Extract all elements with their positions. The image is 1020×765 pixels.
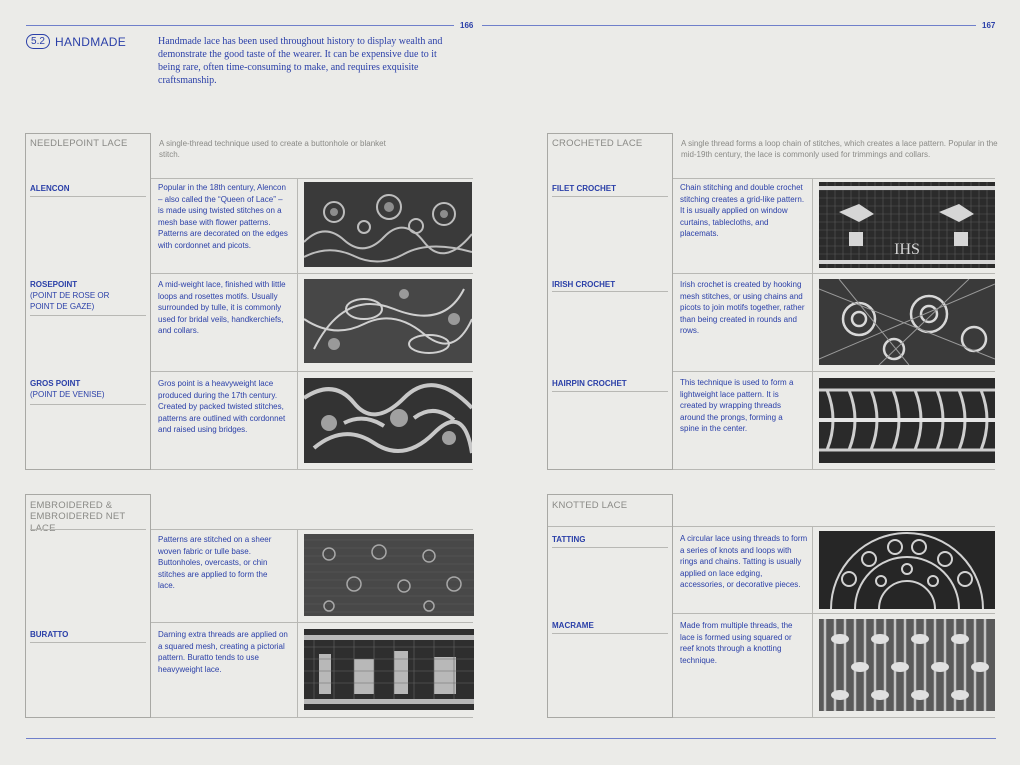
needlepoint-bottom-rule: [151, 469, 473, 470]
macrame-description: Made from multiple threads, the lace is formed using squared or reef knots through a knotting technique.: [680, 621, 793, 665]
embroidered-lace-image: [304, 534, 474, 616]
filet-monogram: IHS: [894, 241, 920, 258]
crocheted-top-rule: [673, 178, 995, 179]
needlepoint-top-rule: [151, 178, 473, 179]
footer-rule: [26, 738, 996, 739]
irish-crochet-term: IRISH CROCHET: [552, 280, 616, 289]
hairpin-crochet-description: This technique is used to form a lightweight lace pattern. It is created by wrapping threads around the prongs, forming a spine in the center.: [680, 378, 794, 433]
section-number-badge: 5.2: [26, 34, 50, 49]
buratto-lace-image: [304, 629, 474, 710]
tatting-term: TATTING: [552, 535, 586, 544]
knotted-title: KNOTTED LACE: [552, 500, 628, 511]
buratto-term: BURATTO: [30, 630, 69, 639]
section-title: HANDMADE: [55, 35, 127, 49]
rosepoint-subtitle: (POINT DE ROSE OR POINT DE GAZE): [30, 291, 110, 311]
knotted-first-rule: [548, 526, 672, 527]
knotted-column-rule: [812, 526, 813, 717]
alencon-description: Popular in the 18th century, Alencon – also called the “Queen of Lace” – is made using twisted stitches on a mesh base with flower patterns. Patterns are decorated on the edges with cordonnet and picots.: [158, 183, 288, 250]
needlepoint-column-rule: [297, 178, 298, 469]
embroidered-divider-1: [151, 622, 473, 623]
tatting-term-underline: [552, 547, 668, 548]
tatting-description: A circular lace using threads to form a series of knots and loops with rings and chains. Tatting is usually applied on lace edging, accessories, or decorative pieces.: [680, 534, 808, 589]
knotted-category-box: [547, 494, 673, 718]
alencon-term-underline: [30, 196, 146, 197]
crocheted-title: CROCHETED LACE: [552, 138, 643, 149]
rosepoint-lace-image: [304, 279, 472, 363]
rosepoint-term-underline: [30, 315, 146, 316]
gros-point-lace-image: [304, 378, 472, 463]
macrame-term-underline: [552, 633, 668, 634]
embroidered-top-rule: [151, 529, 473, 530]
page-number-left: 166: [460, 21, 474, 30]
embroidered-bottom-rule: [151, 717, 473, 718]
needlepoint-divider-1: [151, 273, 473, 274]
gros-point-term-underline: [30, 404, 146, 405]
filet-crochet-lace-image: [819, 182, 995, 268]
embroidered-column-rule: [297, 529, 298, 717]
rosepoint-term: ROSEPOINT: [30, 280, 78, 289]
crocheted-divider-2: [673, 371, 995, 372]
alencon-term: ALENCON: [30, 184, 70, 193]
filet-crochet-term: FILET CROCHET: [552, 184, 616, 193]
irish-crochet-term-underline: [552, 291, 668, 292]
gros-point-subtitle: (POINT DE VENISE): [30, 390, 105, 399]
needlepoint-title: NEEDLEPOINT LACE: [30, 138, 128, 149]
header-rule-left: [26, 25, 454, 26]
hairpin-crochet-term-underline: [552, 391, 668, 392]
crocheted-description: A single thread forms a loop chain of stitches, which creates a lace pattern. Popular in the mid-19th century, the lace is commonly used for trimmings and collars.: [681, 139, 998, 159]
knotted-top-rule: [673, 526, 995, 527]
crocheted-column-rule: [812, 178, 813, 469]
needlepoint-description: A single-thread technique used to create a buttonhole or blanket stitch.: [159, 139, 386, 159]
rosepoint-description: A mid-weight lace, finished with little loops and rosettes motifs. Usually surrounded by tulle, it is commonly used for bridal veils, handkerchiefs, and collars.: [158, 280, 286, 335]
needlepoint-divider-2: [151, 371, 473, 372]
crocheted-bottom-rule: [673, 469, 995, 470]
embroidered-description: Patterns are stitched on a sheer woven fabric or tulle base. Buttonholes, overcasts, or chin stitches are applied to form the lace.: [158, 535, 272, 590]
tatting-lace-image: [819, 531, 995, 609]
filet-crochet-description: Chain stitching and double crochet stitching creates a grid-like pattern. It is usually applied on window curtains, tablecloths, and placemats.: [680, 183, 805, 238]
hairpin-crochet-lace-image: [819, 378, 995, 463]
irish-crochet-lace-image: [819, 279, 995, 365]
crocheted-divider-1: [673, 273, 995, 274]
macrame-lace-image: [819, 619, 995, 711]
gros-point-term: GROS POINT: [30, 379, 81, 388]
knotted-divider-1: [673, 613, 995, 614]
embroidered-term-underline: [30, 529, 146, 530]
embroidered-title-line-2: EMBROIDERED NET LACE: [30, 511, 126, 534]
filet-crochet-term-underline: [552, 196, 668, 197]
knotted-bottom-rule: [673, 717, 995, 718]
macrame-term: MACRAME: [552, 621, 594, 630]
embroidered-title-line-1: EMBROIDERED &: [30, 500, 113, 511]
header-rule-right: [482, 25, 976, 26]
buratto-description: Darning extra threads are applied on a squared mesh, creating a pictorial pattern. Buratto tends to use heavyweight lace.: [158, 630, 288, 674]
alencon-lace-image: [304, 182, 472, 267]
page-number-right: 167: [982, 21, 996, 30]
hairpin-crochet-term: HAIRPIN CROCHET: [552, 379, 627, 388]
gros-point-description: Gros point is a heavyweight lace produced during the 17th century. Created by packed twisted stitches, patterns are outlined with cordonnet and raised using bridges.: [158, 379, 286, 434]
section-intro: Handmade lace has been used throughout history to display wealth and demonstrate the good taste of the wearer. It can be expensive due to it being rare, often time-consuming to make, and requires exquisite craftsmanship.: [158, 36, 443, 86]
irish-crochet-description: Irish crochet is created by hooking mesh stitches, or using chains and picots to join motifs together, rather than being created in rounds and rows.: [680, 280, 805, 335]
buratto-term-underline: [30, 642, 146, 643]
